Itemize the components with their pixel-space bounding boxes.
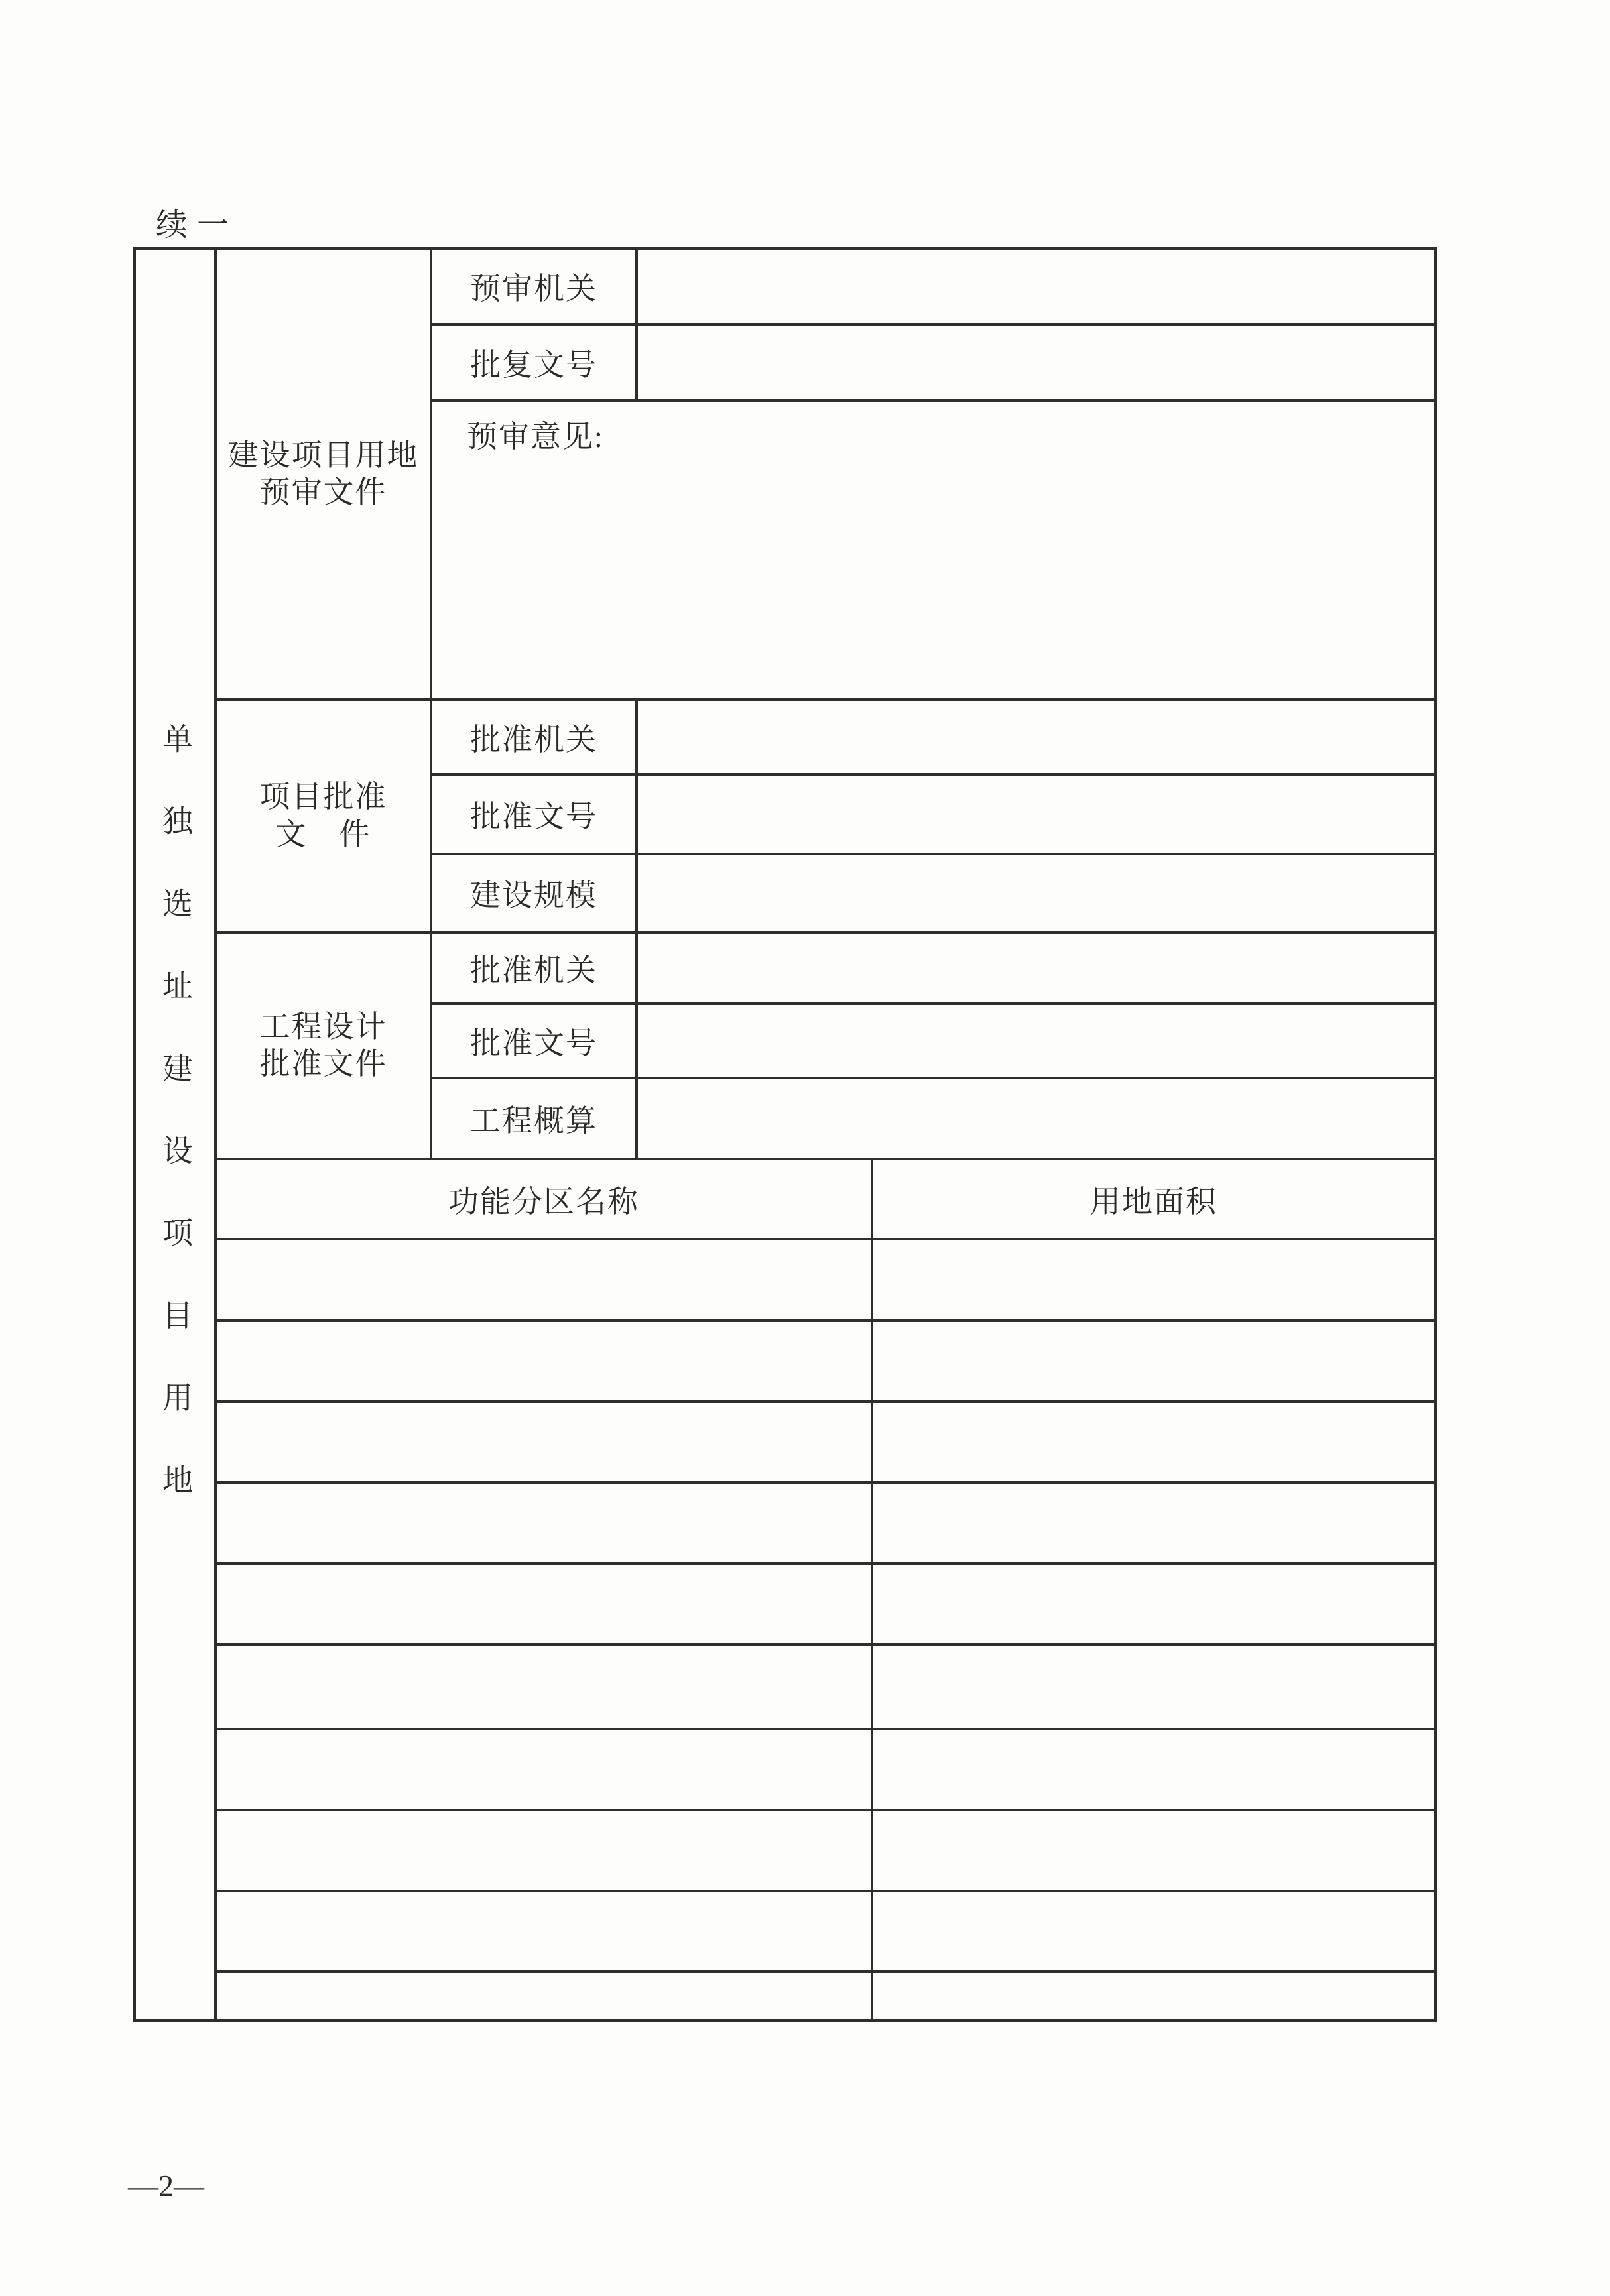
land-area-cell bbox=[872, 1644, 1436, 1729]
field-value-design-approval-authority bbox=[637, 932, 1436, 1004]
zone-name-cell bbox=[216, 1239, 872, 1321]
zone-row bbox=[135, 1644, 1436, 1729]
zone-name-cell bbox=[216, 1482, 872, 1563]
zone-row bbox=[135, 1402, 1436, 1482]
land-area-cell bbox=[872, 1563, 1436, 1644]
land-area-cell bbox=[872, 1321, 1436, 1402]
field-value-project-approval-doc-number bbox=[637, 774, 1436, 854]
zone-name-cell bbox=[216, 1563, 872, 1644]
land-use-continuation-table bbox=[133, 247, 1437, 2022]
group-label-project-approval-documents bbox=[216, 699, 431, 932]
field-label-design-approval-doc-number: 批准文号 bbox=[431, 1004, 637, 1078]
zone-row bbox=[135, 1482, 1436, 1563]
field-value-construction-scale bbox=[637, 854, 1436, 932]
zone-name-cell bbox=[216, 1402, 872, 1482]
field-value-reply-doc-number bbox=[637, 324, 1436, 400]
field-label-construction-scale: 建设规模 bbox=[431, 854, 637, 932]
zone-name-cell bbox=[216, 1891, 872, 1972]
zone-name-cell bbox=[216, 1644, 872, 1729]
field-value-design-approval-doc-number bbox=[637, 1004, 1436, 1078]
zone-row bbox=[135, 1810, 1436, 1891]
field-value-project-approval-authority bbox=[637, 699, 1436, 774]
continuation-label: 续一 bbox=[156, 208, 239, 243]
group-label-line: 项目批准 bbox=[259, 780, 387, 814]
zone-row bbox=[135, 1239, 1436, 1321]
group-label-line: 建设项目用地 bbox=[227, 438, 419, 472]
row-design-approval-authority bbox=[135, 932, 1436, 1004]
land-area-header: 用地面积 bbox=[872, 1159, 1436, 1239]
field-value-engineering-estimate bbox=[637, 1078, 1436, 1159]
field-label-project-approval-doc-number: 批准文号 bbox=[431, 774, 637, 854]
group-label-engineering-design-approval-documents bbox=[216, 932, 431, 1159]
field-label-project-approval-authority: 批准机关 bbox=[431, 699, 637, 774]
field-label-reply-doc-number: 批复文号 bbox=[431, 324, 637, 400]
preexam-opinion-label: 预审意见: bbox=[467, 420, 604, 453]
zone-name-cell bbox=[216, 1729, 872, 1810]
land-area-cell bbox=[872, 1972, 1436, 2020]
zone-name-cell bbox=[216, 1810, 872, 1891]
zone-name-cell bbox=[216, 1972, 872, 2020]
land-area-cell bbox=[872, 1810, 1436, 1891]
field-value-preexam-authority bbox=[637, 249, 1436, 324]
group-label-line: 预审文件 bbox=[259, 475, 387, 509]
group-label-line: 工程设计 bbox=[259, 1009, 387, 1044]
zone-name-header: 功能分区名称 bbox=[216, 1159, 872, 1239]
land-area-cell bbox=[872, 1891, 1436, 1972]
land-area-cell bbox=[872, 1482, 1436, 1563]
group-label-line: 文 件 bbox=[275, 817, 371, 851]
preexam-opinion-cell bbox=[431, 400, 1436, 699]
field-label-engineering-estimate: 工程概算 bbox=[431, 1078, 637, 1159]
zone-row bbox=[135, 1321, 1436, 1402]
zone-row bbox=[135, 1891, 1436, 1972]
zone-name-cell bbox=[216, 1321, 872, 1402]
zone-row bbox=[135, 1729, 1436, 1810]
land-area-cell bbox=[872, 1402, 1436, 1482]
land-area-cell bbox=[872, 1729, 1436, 1810]
side-label: 单独选址建设项目用地 bbox=[158, 723, 192, 1546]
zone-header-row bbox=[135, 1159, 1436, 1239]
land-area-cell bbox=[872, 1239, 1436, 1321]
zone-row bbox=[135, 1972, 1436, 2020]
side-label-cell bbox=[135, 249, 216, 2020]
zone-row bbox=[135, 1563, 1436, 1644]
row-project-approval-authority bbox=[135, 699, 1436, 774]
field-label-preexam-authority: 预审机关 bbox=[431, 249, 637, 324]
page-number: —2— bbox=[128, 2169, 204, 2203]
group-label-line: 批准文件 bbox=[259, 1047, 387, 1081]
field-label-design-approval-authority: 批准机关 bbox=[431, 932, 637, 1004]
group-label-preexam-documents bbox=[216, 249, 431, 699]
row-preexam-authority bbox=[135, 249, 1436, 324]
